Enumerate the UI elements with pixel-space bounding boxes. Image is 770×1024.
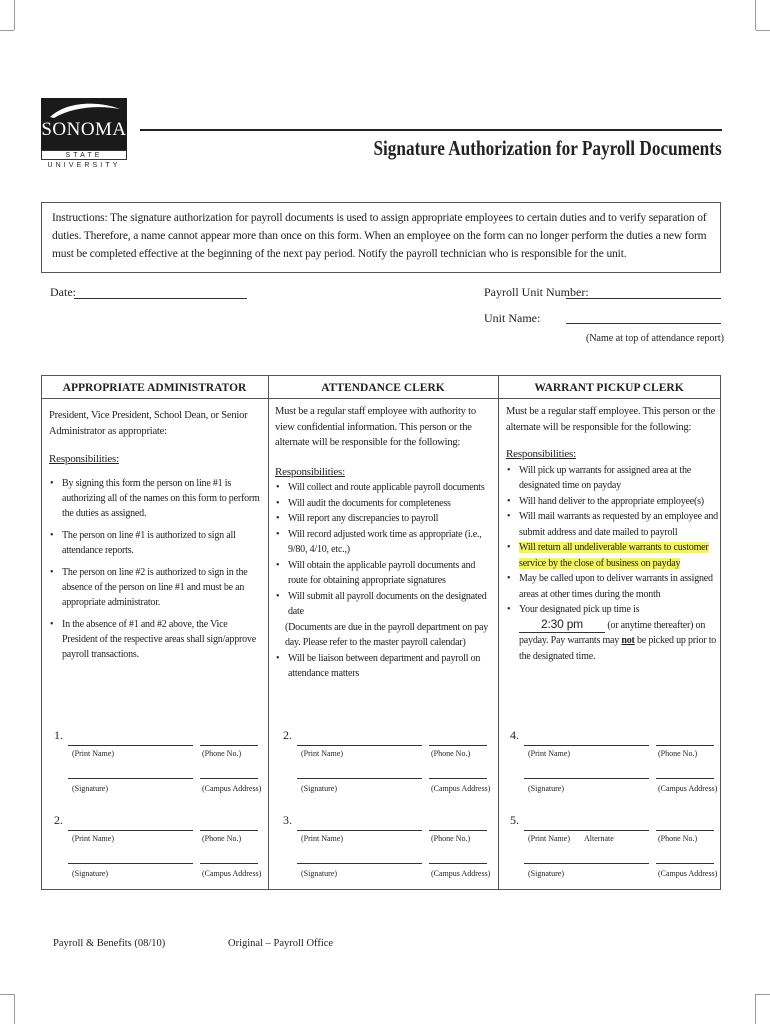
clerk-column-heading: ATTENDANCE CLERK xyxy=(321,382,445,394)
list-item: • Will obtain the applicable payroll documents and route for obtaining appropriate signatures xyxy=(275,558,493,589)
header-rule xyxy=(140,129,722,131)
phone-caption: (Phone No.) xyxy=(658,749,698,758)
pickup-time-item xyxy=(506,602,718,664)
print-name-field[interactable] xyxy=(68,745,193,746)
print-name-caption: (Print Name) xyxy=(72,834,114,843)
campus-address-field[interactable] xyxy=(200,863,258,864)
table-border-top xyxy=(41,375,721,376)
phone-field[interactable] xyxy=(200,830,258,831)
list-item: • By signing this form the person on line #1 is authorizing all of the names on this form to perform the duties as assigned. xyxy=(49,476,263,521)
print-name-field[interactable] xyxy=(297,745,422,746)
pickup-after-1: (or anytime thereafter) on payday. Pay warrants may xyxy=(519,619,706,646)
signature-caption: (Signature) xyxy=(528,784,564,793)
list-item: • The person on line #1 is authorized to sign all attendance reports. xyxy=(49,528,263,558)
print-name-caption: (Print Name) xyxy=(528,834,570,843)
phone-caption: (Phone No.) xyxy=(431,749,471,758)
unit-name-label: Unit Name: xyxy=(484,311,541,325)
phone-caption: (Phone No.) xyxy=(658,834,698,843)
print-name-caption: (Print Name) xyxy=(72,749,114,758)
line-number: 2. xyxy=(283,728,292,742)
unit-name-field[interactable] xyxy=(566,323,721,324)
list-item: • The person on line #2 is authorized to sign in the absence of the person on line #1 and must be an appropriate administrator. xyxy=(49,565,263,610)
signature-caption: (Signature) xyxy=(72,784,108,793)
clerk-intro: Must be a regular staff employee with authority to view confidential information. This person or the alternate will be responsible for the following: xyxy=(275,406,476,448)
footer-form-id: Payroll & Benefits (08/10) xyxy=(53,938,166,949)
print-name-field[interactable] xyxy=(68,830,193,831)
admin-column-heading: APPROPRIATE ADMINISTRATOR xyxy=(62,382,247,394)
campus-address-field[interactable] xyxy=(429,863,487,864)
column-divider xyxy=(268,375,269,890)
header-underline xyxy=(41,398,268,399)
admin-responsibilities-label: Responsibilities: xyxy=(49,453,119,465)
campus-address-caption: (Campus Address) xyxy=(202,784,262,793)
print-name-caption: (Print Name) xyxy=(301,749,343,758)
campus-address-caption: (Campus Address) xyxy=(658,784,718,793)
print-name-field[interactable] xyxy=(297,830,422,831)
campus-address-field[interactable] xyxy=(200,778,258,779)
unit-name-hint: (Name at top of attendance report) xyxy=(586,333,724,344)
campus-address-caption: (Campus Address) xyxy=(431,784,491,793)
table-border-right xyxy=(720,375,721,890)
signature-field[interactable] xyxy=(524,863,649,864)
campus-address-caption: (Campus Address) xyxy=(658,869,718,878)
logo-wordmark: SONOMA xyxy=(41,119,127,140)
footer-copy-note: Original – Payroll Office xyxy=(228,938,334,949)
unit-number-field[interactable] xyxy=(566,298,721,299)
list-item: • In the absence of #1 and #2 above, the Vice President of the respective areas shall sign/approve payroll transactions. xyxy=(49,617,263,662)
highlighted-text: Will return all undeliverable warrants to customer service by the close of business on payday xyxy=(519,542,709,569)
signature-field[interactable] xyxy=(297,778,422,779)
list-item: • Will collect and route applicable payroll documents xyxy=(275,480,493,496)
print-name-field[interactable] xyxy=(524,830,649,831)
list-item: • Will hand deliver to the appropriate employee(s) xyxy=(506,494,718,510)
campus-address-field[interactable] xyxy=(656,863,714,864)
pickup-after-2: be picked up prior to the designated time. xyxy=(519,635,717,662)
header-underline xyxy=(498,398,720,399)
submit-note: (Documents are due in the payroll department on pay day. Please refer to the master payroll calendar) xyxy=(285,621,489,648)
phone-field[interactable] xyxy=(429,830,487,831)
date-field[interactable] xyxy=(74,298,247,299)
unit-number-label: Payroll Unit Number: xyxy=(484,285,589,299)
signature-caption: (Signature) xyxy=(301,784,337,793)
phone-caption: (Phone No.) xyxy=(431,834,471,843)
print-name-field[interactable] xyxy=(524,745,649,746)
list-item: • Will record adjusted work time as appropriate (i.e., 9/80, 4/10, etc.,) xyxy=(275,527,493,558)
campus-address-caption: (Campus Address) xyxy=(431,869,491,878)
warrant-column-heading: WARRANT PICKUP CLERK xyxy=(534,382,684,394)
pickup-not: not xyxy=(621,635,635,646)
signature-caption: (Signature) xyxy=(528,869,564,878)
phone-field[interactable] xyxy=(656,745,714,746)
campus-address-field[interactable] xyxy=(429,778,487,779)
pickup-time-field[interactable]: 2:30 pm xyxy=(519,618,605,633)
list-item: • Will submit all payroll documents on the designated date xyxy=(275,589,493,620)
pickup-prefix: Your designated pick up time is xyxy=(519,604,640,615)
clerk-responsibilities-label: Responsibilities: xyxy=(275,465,345,478)
line-number: 1. xyxy=(54,728,63,742)
admin-intro: President, Vice President, School Dean, or Senior Administrator as appropriate: xyxy=(49,410,248,437)
list-item: • Will be liaison between department and payroll on attendance matters xyxy=(275,651,493,682)
date-label: Date: xyxy=(50,285,76,299)
column-divider xyxy=(498,375,499,890)
instructions-box: Instructions: The signature authorization for payroll documents is used to assign appropriate employees to certain duties and to verify separation of duties. Therefore, a name cannot appear more than once on this form. When an employee on the form can no longer perform the duties a new form must be completed effective at the beginning of the next pay period. Notify the payroll technician who is responsible for the unit. xyxy=(41,202,721,273)
signature-field[interactable] xyxy=(524,778,649,779)
list-item: • Will pick up warrants for assigned area at the designated time on payday xyxy=(506,463,718,494)
phone-field[interactable] xyxy=(200,745,258,746)
print-name-caption: (Print Name) xyxy=(301,834,343,843)
phone-field[interactable] xyxy=(656,830,714,831)
signature-field[interactable] xyxy=(68,778,193,779)
print-name-caption: (Print Name) xyxy=(528,749,570,758)
line-number: 2. xyxy=(54,813,63,827)
warrant-responsibilities-label: Responsibilities: xyxy=(506,448,576,460)
signature-caption: (Signature) xyxy=(72,869,108,878)
phone-caption: (Phone No.) xyxy=(202,749,242,758)
line-number: 5. xyxy=(510,813,519,827)
warrant-column xyxy=(506,404,718,664)
header-underline xyxy=(268,398,498,399)
page-title: Signature Authorization for Payroll Documents xyxy=(373,136,722,160)
campus-address-caption: (Campus Address) xyxy=(202,869,262,878)
logo-subtitle: STATE UNIVERSITY xyxy=(41,150,127,160)
table-border-bottom xyxy=(41,889,721,890)
line-number: 4. xyxy=(510,728,519,742)
table-border-left xyxy=(41,375,42,890)
phone-field[interactable] xyxy=(429,745,487,746)
warrant-intro: Must be a regular staff employee. This person or the alternate will be responsible for the following: xyxy=(506,406,716,433)
alternate-caption: Alternate xyxy=(584,834,614,843)
campus-address-field[interactable] xyxy=(656,778,714,779)
signature-caption: (Signature) xyxy=(301,869,337,878)
signature-field[interactable] xyxy=(68,863,193,864)
list-item: • Will report any discrepancies to payroll xyxy=(275,511,493,527)
list-item-highlighted xyxy=(506,540,718,571)
list-item: • Will mail warrants as requested by an employee and submit address and date mailed to payroll xyxy=(506,509,718,540)
clerk-column xyxy=(275,404,493,682)
list-item: • May be called upon to deliver warrants in assigned areas at other times during the month xyxy=(506,571,718,602)
list-item: • Will audit the documents for completeness xyxy=(275,496,493,512)
line-number: 3. xyxy=(283,813,292,827)
phone-caption: (Phone No.) xyxy=(202,834,242,843)
signature-field[interactable] xyxy=(297,863,422,864)
admin-column xyxy=(49,408,263,662)
